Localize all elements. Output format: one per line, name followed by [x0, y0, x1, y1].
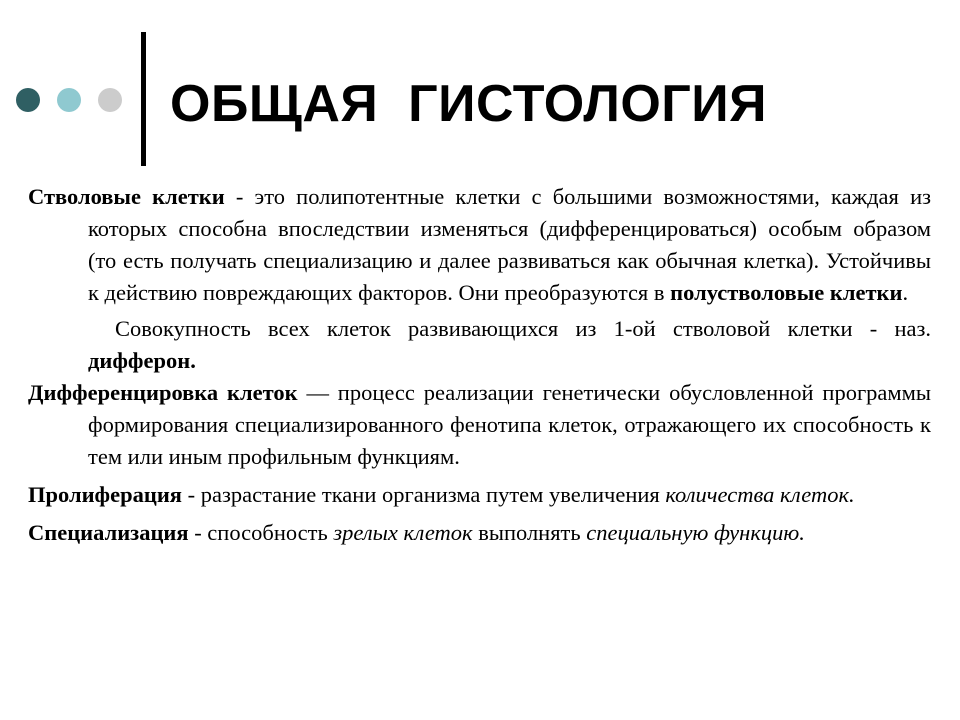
- paragraph-differentiation: [28, 377, 931, 473]
- paragraph-stem-cells: [28, 181, 931, 309]
- paragraph-proliferation: [28, 479, 931, 511]
- term-specialization: Специализация: [28, 520, 189, 545]
- slide-title: ОБЩАЯ ГИСТОЛОГИЯ: [170, 75, 768, 133]
- bullet-dot-light: [98, 88, 122, 112]
- term-differentiation: Дифференцировка клеток: [28, 380, 298, 405]
- stem-cells-text: - это полипотентные клетки с большими возможностями, каждая из которых способна впоследствии изменяться (дифференцироваться) особым образом (то есть получать специализацию и далее развиваться как обычная клетка). Устойчивы к действию повреждающих факторов. Они преобразуются в: [88, 184, 931, 305]
- slide-body: [28, 181, 931, 549]
- paragraph-specialization: [28, 517, 931, 549]
- specialization-text-b: выполнять: [472, 520, 587, 545]
- proliferation-italic: количества клеток.: [665, 482, 855, 507]
- proliferation-text: - разрастание ткани организма путем увеличения: [181, 482, 666, 507]
- differon-text: Совокупность всех клеток развивающихся из 1-ой стволовой клетки - наз.: [115, 316, 931, 341]
- specialization-italic-b: специальную функцию.: [586, 520, 805, 545]
- specialization-italic-a: зрелых клеток: [333, 520, 473, 545]
- bullet-dot-dark: [16, 88, 40, 112]
- specialization-text-a: - способность: [188, 520, 334, 545]
- differentiation-text: — процесс реализации генетически обусловленной программы формирования специализированного фенотипа клеток, отражающего их способность к тем или иным профильным функциям.: [88, 380, 931, 469]
- title-divider-line: [141, 32, 146, 166]
- paragraph-differon: [28, 313, 931, 377]
- stem-cells-end: .: [902, 280, 909, 305]
- term-differon: дифферон.: [88, 348, 196, 373]
- term-stem-cells: Стволовые клетки: [28, 184, 225, 209]
- bullet-dot-mid: [57, 88, 81, 112]
- term-semi-stem-cells: полустволовые клетки: [670, 280, 903, 305]
- term-proliferation: Пролиферация: [28, 482, 182, 507]
